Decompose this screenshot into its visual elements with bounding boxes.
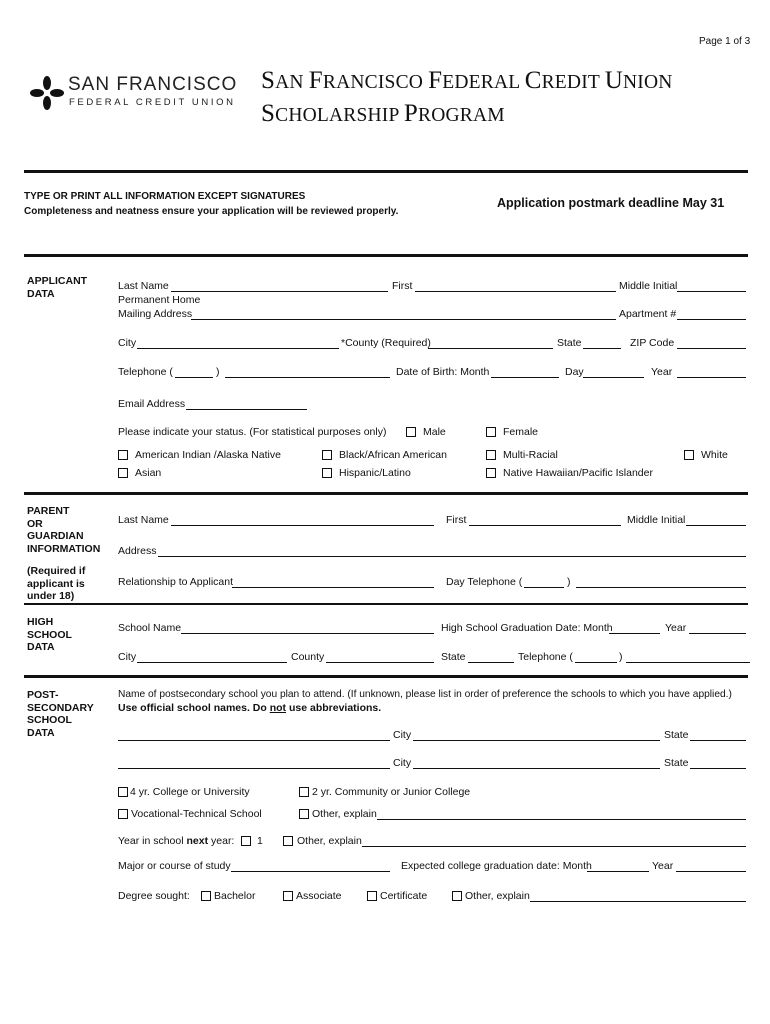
associate-checkbox[interactable] [283,891,293,901]
ps-state-2-field[interactable] [690,768,746,769]
field-label: First [446,514,467,526]
first-name-field[interactable] [415,291,616,292]
field-label: School Name [118,622,182,634]
relationship-field[interactable] [232,587,434,588]
field-label: Permanent Home [118,294,201,306]
field-label: Last Name [118,280,169,292]
field-label: First [392,280,413,292]
parent-last-name-field[interactable] [171,525,434,526]
sfcu-logo [24,68,238,118]
two-year-college-checkbox[interactable] [299,787,309,797]
high-school-name-field[interactable] [181,633,434,634]
field-label: State [664,729,689,741]
expected-grad-month-field[interactable] [587,871,649,872]
field-label: ) [619,651,623,663]
logo-subtitle: FEDERAL CREDIT UNION [69,97,236,108]
status-prompt: Please indicate your status. (For statistical purposes only) [118,426,387,438]
field-label: Day [565,366,584,378]
checkbox-label: Vocational-Technical School [131,808,262,820]
field-label: City [118,651,137,663]
field-label: Email Address [118,398,186,410]
degree-other-explain-field[interactable] [530,901,746,902]
section-label-post-secondary: POST- SECONDARY SCHOOL DATA [27,689,94,739]
ps-city-1-field[interactable] [413,740,660,741]
ps-state-1-field[interactable] [690,740,746,741]
vocational-checkbox[interactable] [118,809,128,819]
page-title-line1: SAN FRANCISCO FEDERAL CREDIT UNION [261,67,673,94]
field-label: Year [665,622,687,634]
telephone-area-code-field[interactable] [175,377,213,378]
four-year-college-checkbox[interactable] [118,787,128,797]
email-field[interactable] [186,409,307,410]
postsecondary-school-1-field[interactable] [118,740,390,741]
checkbox-label: 2 yr. Community or Junior College [312,786,471,798]
section-label-parent: PARENT OR GUARDIAN INFORMATION [27,505,101,555]
checkbox-label: White [701,449,728,461]
multi-racial-checkbox[interactable] [486,450,496,460]
hs-county-field[interactable] [326,662,434,663]
page-number: Page 1 of 3 [699,36,751,47]
hawaiian-checkbox[interactable] [486,468,496,478]
post-secondary-instruction: Name of postsecondary school you plan to attend. (If unknown, please list in order of preference the schools to which you have applied.) [118,689,732,700]
year-other-checkbox[interactable] [283,836,293,846]
divider [24,603,748,605]
asian-checkbox[interactable] [118,468,128,478]
field-label: City [393,729,412,741]
major-field[interactable] [231,871,390,872]
divider [24,675,748,678]
sfcu-emblem-icon [30,76,64,110]
checkbox-label: Native Hawaiian/Pacific Islander [503,467,653,479]
parent-day-telephone-field[interactable] [576,587,746,588]
section-label-high-school: HIGH SCHOOL DATA [27,616,72,653]
post-secondary-instruction-note: Use official school names. Do not use abbreviations. [118,702,382,714]
checkbox-label: Asian [135,467,162,479]
field-label: County [291,651,325,663]
middle-initial-field[interactable] [677,291,746,292]
year-1-checkbox[interactable] [241,836,251,846]
field-label: Last Name [118,514,169,526]
male-checkbox[interactable] [406,427,416,437]
field-label: Major or course of study [118,860,231,872]
field-label: Year [651,366,673,378]
checkbox-label: Bachelor [214,890,256,902]
field-label: City [118,337,137,349]
field-label: Date of Birth: Month [396,366,490,378]
field-label: Expected college graduation date: Month [401,860,592,872]
field-label: Degree sought: [118,890,190,902]
field-label: Telephone ( [118,366,173,378]
black-checkbox[interactable] [322,450,332,460]
field-label: ) [567,576,571,588]
checkbox-label: Other, explain [465,890,530,902]
divider [24,170,748,173]
hs-tel-area-code-field[interactable] [575,662,617,663]
field-label: Telephone ( [518,651,573,663]
section-label-applicant: APPLICANT DATA [27,275,88,300]
parent-middle-initial-field[interactable] [686,525,746,526]
logo-name: SAN FRANCISCO [68,74,238,95]
ps-city-2-field[interactable] [413,768,660,769]
postsecondary-school-2-field[interactable] [118,768,390,769]
field-label: Middle Initial [627,514,686,526]
checkbox-label: Hispanic/Latino [339,467,411,479]
hs-grad-month-field[interactable] [609,633,660,634]
checkbox-label: Multi-Racial [503,449,558,461]
hs-grad-year-field[interactable] [689,633,746,634]
expected-grad-year-field[interactable] [676,871,746,872]
apartment-field[interactable] [677,319,746,320]
female-checkbox[interactable] [486,427,496,437]
telephone-field[interactable] [225,377,390,378]
hispanic-checkbox[interactable] [322,468,332,478]
checkbox-label: Male [423,426,446,438]
field-label: Relationship to Applicant [118,576,233,588]
field-label: Apartment # [619,308,677,320]
checkbox-label: Female [503,426,539,438]
field-label: State [557,337,582,349]
field-label: City [393,757,412,769]
dob-month-field[interactable] [491,377,559,378]
instructions-line1: TYPE OR PRINT ALL INFORMATION EXCEPT SIGNATURES [24,191,306,202]
field-label: State [664,757,689,769]
checkbox-label: Associate [296,890,342,902]
field-label: Mailing Address [118,308,193,320]
divider [24,492,748,495]
field-label: Year in school next year: [118,835,235,847]
parent-required-note: (Required if applicant is under 18) [27,565,86,602]
field-label: State [441,651,466,663]
deadline-note: Application postmark deadline May 31 [497,196,725,210]
parent-address-field[interactable] [158,556,746,557]
certificate-checkbox[interactable] [367,891,377,901]
field-label: Day Telephone ( [446,576,523,588]
field-label: *County (Required) [341,337,431,349]
state-field[interactable] [583,348,621,349]
checkbox-label: Certificate [380,890,428,902]
hs-city-field[interactable] [137,662,287,663]
divider [24,254,748,257]
field-label: High School Graduation Date: Month [441,622,613,634]
bachelor-checkbox[interactable] [201,891,211,901]
checkbox-label: Other, explain [297,835,362,847]
dob-year-field[interactable] [677,377,746,378]
other-school-type-checkbox[interactable] [299,809,309,819]
checkbox-label: 4 yr. College or University [130,786,250,798]
checkbox-label: American Indian /Alaska Native [135,449,281,461]
field-label: Year [652,860,674,872]
checkbox-label: Other, explain [312,808,377,820]
instructions-line2: Completeness and neatness ensure your application will be reviewed properly. [24,206,399,217]
county-field[interactable] [428,348,553,349]
field-label: Address [118,545,157,557]
last-name-field[interactable] [171,291,388,292]
parent-first-name-field[interactable] [469,525,621,526]
year-other-explain-field[interactable] [362,846,746,847]
hs-state-field[interactable] [468,662,514,663]
field-label: ZIP Code [630,337,675,349]
mailing-address-field[interactable] [191,319,616,320]
page-title-line2: SCHOLARSHIP PROGRAM [261,100,505,127]
other-school-type-explain-field[interactable] [377,819,746,820]
degree-other-checkbox[interactable] [452,891,462,901]
zip-field[interactable] [677,348,746,349]
hs-telephone-field[interactable] [626,662,750,663]
city-field[interactable] [137,348,339,349]
dob-day-field[interactable] [583,377,644,378]
american-indian-checkbox[interactable] [118,450,128,460]
field-label: Middle Initial [619,280,678,292]
parent-day-tel-area-code-field[interactable] [524,587,564,588]
white-checkbox[interactable] [684,450,694,460]
checkbox-label: 1 [257,835,263,847]
field-label: ) [216,366,220,378]
checkbox-label: Black/African American [339,449,447,461]
